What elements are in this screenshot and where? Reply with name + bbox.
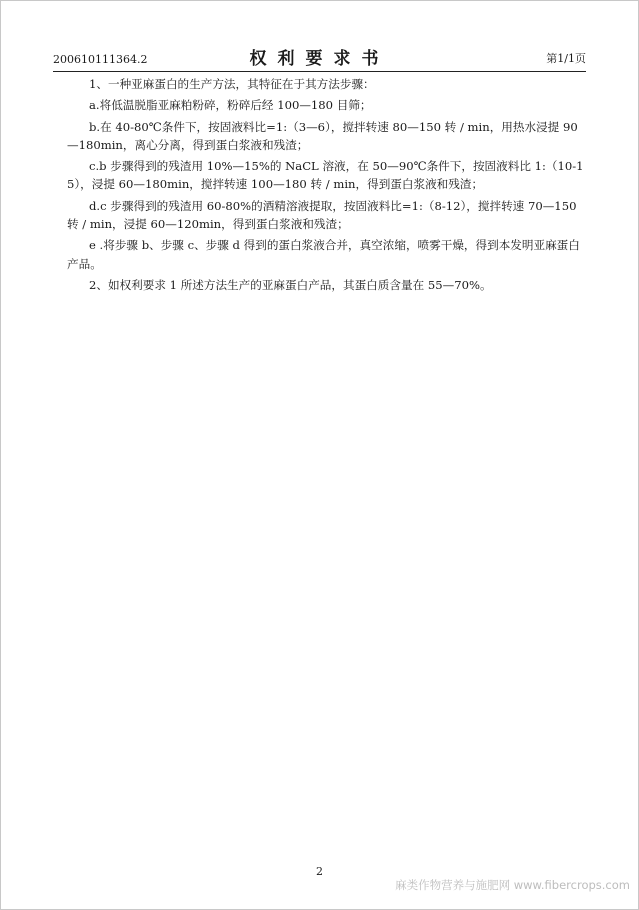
claim-paragraph: d.c 步骤得到的残渣用 60-80%的酒精溶液提取，按固液料比=1:（8-12），搅拌转速 70—150 转 / min，浸提 60—120min，得到蛋白浆液和残渣； [67,198,577,232]
claim-paragraph: 1、一种亚麻蛋白的生产方法，其特征在于其方法步骤： [89,77,375,91]
page-indicator: 第1/1页 [546,52,586,65]
site-watermark: 麻类作物营养与施肥网 www.fibercrops.com [395,878,630,892]
claim-paragraph: a.将低温脱脂亚麻粕粉碎，粉碎后经 100—180 目筛； [89,98,372,113]
document-title: 权利要求书 [249,49,390,69]
page-number: 2 [316,865,323,878]
claims-body [67,75,588,297]
claim-paragraph: e .将步骤 b、步骤 c、步骤 d 得到的蛋白浆液合并，真空浓缩，喷雾干燥，得到本发明亚麻蛋白产品。 [67,238,580,271]
claim-paragraph: 2、如权利要求 1 所述方法生产的亚麻蛋白产品，其蛋白质含量在 55—70%。 [89,277,492,292]
claim-paragraph: c.b 步骤得到的残渣用 10%—15%的 NaCL 溶液，在 50—90℃条件下，按固液料比 1:（10-15），浸提 60—180min，搅拌转速 100—180 转 / min，得到蛋白浆液和残渣； [67,159,584,192]
claim-paragraph: b.在 40-80℃条件下，按固液料比=1:（3—6），搅拌转速 80—150 转 / min，用热水浸提 90—180min，离心分离，得到蛋白浆液和残渣； [67,119,578,152]
document-header [53,41,586,72]
application-number: 200610111364.2 [53,53,148,66]
